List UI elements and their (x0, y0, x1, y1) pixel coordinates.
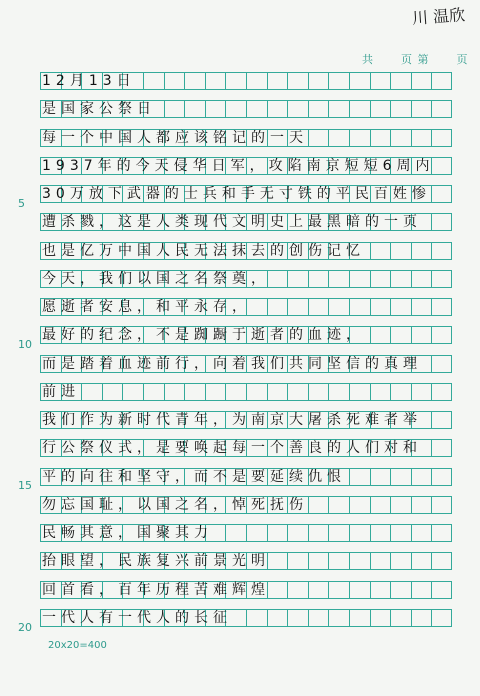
grid-cell (349, 298, 370, 316)
grid-cell (370, 468, 391, 486)
grid-cell (308, 383, 329, 401)
line-number-10: 10 (18, 338, 32, 351)
grid-cell (328, 100, 349, 118)
corner-handwritten-note: 川 温欣 (411, 5, 466, 28)
grid-cell (143, 72, 164, 90)
grid-cell (431, 524, 452, 542)
grid-cell (411, 100, 432, 118)
grid-cell (267, 383, 288, 401)
grid-cell (328, 298, 349, 316)
grid-cell (287, 524, 308, 542)
grid-cell (370, 496, 391, 514)
handwritten-line: 回首看，百年历程苦难辉煌 (42, 582, 270, 598)
grid-cell (370, 242, 391, 260)
grid-cell (411, 581, 432, 599)
grid-cell (390, 72, 411, 90)
grid-cell (225, 383, 246, 401)
pages-label: 页 (401, 53, 413, 66)
handwritten-line: 12月13日 (42, 73, 136, 89)
grid-cell (370, 581, 391, 599)
grid-cell (349, 496, 370, 514)
grid-cell (431, 355, 452, 373)
grid-cell (431, 609, 452, 627)
grid-cell (411, 270, 432, 288)
grid-cell (308, 100, 329, 118)
grid-cell (225, 100, 246, 118)
grid-cell (246, 609, 267, 627)
grid-cell (431, 270, 452, 288)
grid-cell (164, 100, 185, 118)
grid-cell (411, 242, 432, 260)
grid-cell (308, 496, 329, 514)
grid-cell (267, 100, 288, 118)
grid-cell (246, 72, 267, 90)
grid-cell (308, 609, 329, 627)
grid-cell (431, 242, 452, 260)
grid-cell (308, 270, 329, 288)
grid-cell (370, 524, 391, 542)
grid-cell (411, 552, 432, 570)
grid-cell (349, 581, 370, 599)
grid-cell (390, 326, 411, 344)
grid-cell (431, 72, 452, 90)
grid-cell (328, 72, 349, 90)
handwritten-line: 行公祭仪式，是要唤起每一个善良的人们对和 (42, 440, 422, 456)
grid-cell (328, 270, 349, 288)
current-page-label: 第 (417, 53, 430, 66)
grid-cell (390, 242, 411, 260)
grid-cell (349, 270, 370, 288)
line-number-15: 15 (18, 479, 32, 492)
grid-cell (308, 72, 329, 90)
grid-cell (431, 185, 452, 203)
grid-cell (287, 270, 308, 288)
grid-cell (431, 496, 452, 514)
handwritten-line: 今天，我们以国之名祭奠， (42, 271, 270, 287)
grid-cell (411, 468, 432, 486)
grid-cell (431, 129, 452, 147)
grid-cell (267, 72, 288, 90)
grid-cell (431, 581, 452, 599)
handwritten-line: 抬眼望，民族复兴前景光明 (42, 553, 270, 569)
grid-cell (287, 298, 308, 316)
grid-cell (411, 609, 432, 627)
grid-cell (390, 270, 411, 288)
handwritten-line: 1937年的今天侵华日军，攻陷南京短短6周内 (42, 158, 435, 174)
grid-cell (390, 496, 411, 514)
grid-cell (390, 581, 411, 599)
grid-cell (431, 326, 452, 344)
handwritten-line: 而是踏着血迹前行，向着我们共同坚信的真理 (42, 356, 422, 372)
grid-cell (205, 383, 226, 401)
grid-cell (431, 383, 452, 401)
grid-cell (370, 298, 391, 316)
grid-cell (390, 524, 411, 542)
grid-cell (205, 100, 226, 118)
handwritten-line: 民畅其意，国聚其力 (42, 525, 213, 541)
grid-cell (431, 552, 452, 570)
grid-cell (184, 100, 205, 118)
grid-cell (225, 524, 246, 542)
grid-cell (390, 383, 411, 401)
grid-cell (328, 129, 349, 147)
grid-cell (287, 609, 308, 627)
grid-cell (349, 129, 370, 147)
grid-cell (431, 100, 452, 118)
grid-cell (328, 524, 349, 542)
grid-cell (411, 326, 432, 344)
grid-cell (431, 298, 452, 316)
grid-cell (287, 383, 308, 401)
handwritten-line: 最好的纪念，不是踟蹰于逝者的血迹， (42, 327, 365, 343)
page-label: 页 (456, 53, 469, 66)
grid-size-label: 20x20=400 (48, 640, 107, 651)
grid-cell (431, 468, 452, 486)
grid-cell (287, 72, 308, 90)
grid-cell (349, 524, 370, 542)
handwritten-line: 也是亿万中国人民无法抹去的创伤记忆 (42, 243, 365, 259)
grid-cell (349, 383, 370, 401)
grid-cell (184, 383, 205, 401)
grid-cell (370, 72, 391, 90)
grid-cell (390, 552, 411, 570)
grid-row (40, 383, 453, 401)
handwritten-line: 每一个中国人都应该铭记的一天 (42, 130, 308, 146)
handwritten-line: 愿逝者安息，和平永存， (42, 299, 251, 315)
handwritten-line: 前进 (42, 384, 80, 400)
grid-cell (328, 496, 349, 514)
grid-cell (81, 383, 102, 401)
grid-cell (164, 383, 185, 401)
grid-cell (287, 581, 308, 599)
grid-cell (122, 383, 143, 401)
grid-cell (390, 609, 411, 627)
grid-cell (246, 383, 267, 401)
grid-cell (308, 129, 329, 147)
line-number-20: 20 (18, 621, 32, 634)
grid-cell (431, 439, 452, 457)
grid-cell (328, 609, 349, 627)
grid-cell (164, 72, 185, 90)
grid-cell (390, 468, 411, 486)
grid-cell (370, 552, 391, 570)
grid-cell (143, 383, 164, 401)
grid-cell (246, 524, 267, 542)
grid-cell (431, 411, 452, 429)
grid-cell (308, 298, 329, 316)
grid-cell (431, 213, 452, 231)
grid-cell (267, 524, 288, 542)
grid-cell (328, 383, 349, 401)
grid-cell (328, 581, 349, 599)
grid-cell (349, 609, 370, 627)
grid-cell (411, 129, 432, 147)
grid-cell (411, 383, 432, 401)
grid-cell (370, 383, 391, 401)
grid-cell (390, 100, 411, 118)
grid-cell (225, 72, 246, 90)
grid-cell (411, 524, 432, 542)
grid-cell (287, 552, 308, 570)
grid-cell (184, 72, 205, 90)
grid-cell (267, 609, 288, 627)
grid-cell (349, 552, 370, 570)
grid-cell (102, 383, 123, 401)
line-number-5: 5 (18, 197, 25, 210)
grid-cell (308, 552, 329, 570)
handwritten-line: 我们作为新时代青年，为南京大屠杀死难者举 (42, 412, 422, 428)
grid-cell (390, 129, 411, 147)
grid-cell (370, 609, 391, 627)
handwritten-line: 一代人有一代人的长征 (42, 610, 232, 626)
grid-cell (411, 72, 432, 90)
grid-cell (370, 100, 391, 118)
grid-cell (390, 298, 411, 316)
handwritten-line: 是国家公祭日 (42, 101, 156, 117)
grid-cell (328, 552, 349, 570)
grid-cell (349, 100, 370, 118)
grid-cell (370, 326, 391, 344)
grid-cell (308, 581, 329, 599)
grid-cell (205, 72, 226, 90)
grid-cell (370, 129, 391, 147)
handwritten-line: 遭杀戮，这是人类现代文明史上最黑暗的一页 (42, 214, 422, 230)
grid-cell (287, 100, 308, 118)
grid-cell (308, 524, 329, 542)
grid-cell (349, 72, 370, 90)
grid-cell (370, 270, 391, 288)
total-pages-label: 共 (362, 53, 374, 66)
grid-cell (349, 468, 370, 486)
handwritten-line: 勿忘国耻，以国之名，悼死抚伤 (42, 497, 308, 513)
handwritten-line: 平的向往和坚守，而不是要延续仇恨 (42, 469, 346, 485)
grid-cell (246, 100, 267, 118)
handwritten-line: 30万放下武器的士兵和手无寸铁的平民百姓惨 (42, 186, 431, 202)
grid-cell (411, 298, 432, 316)
grid-cell (411, 496, 432, 514)
grid-cell (267, 298, 288, 316)
